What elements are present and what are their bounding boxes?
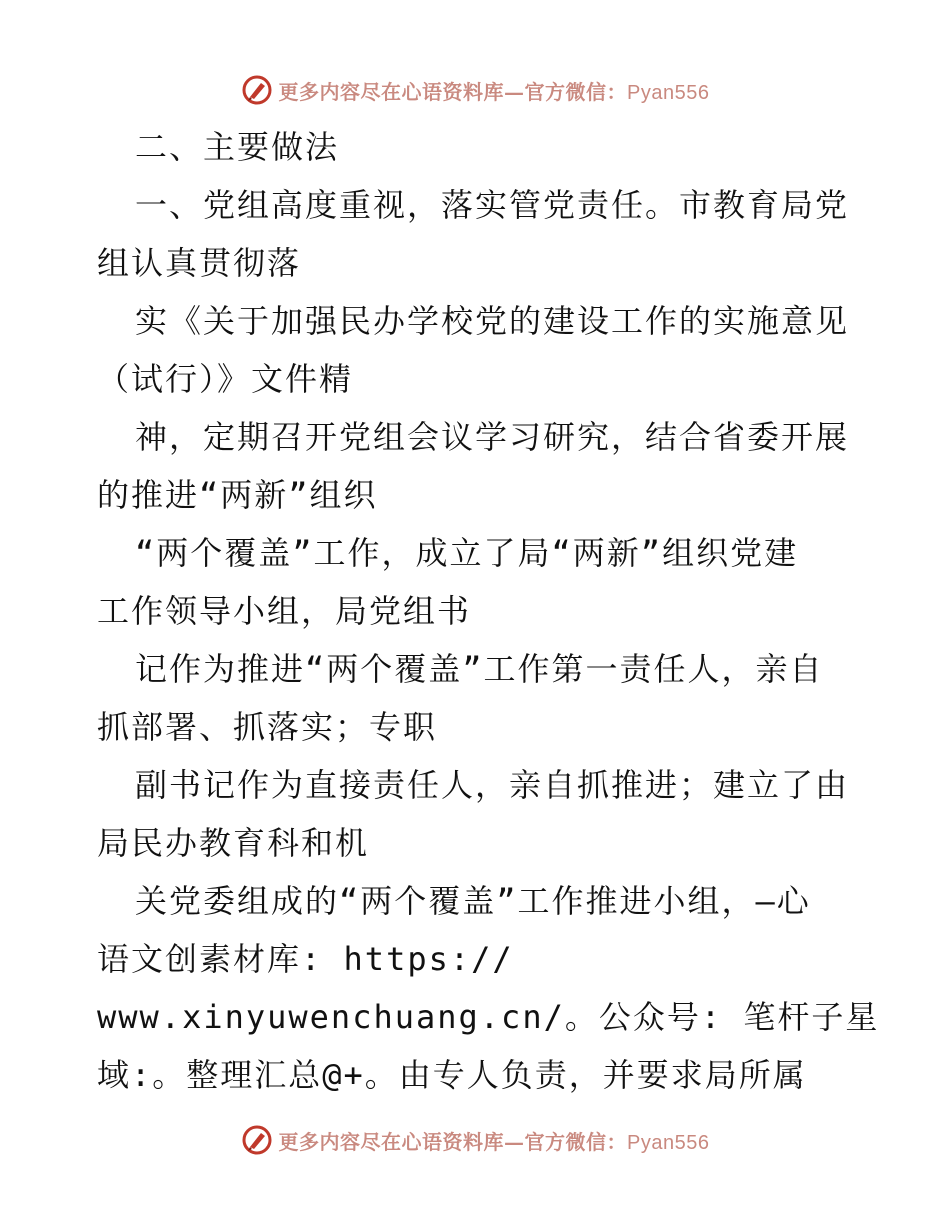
text-line: 关党委组成的“两个覆盖”工作推进小组，—心: [135, 882, 811, 920]
text-line: “两个覆盖”工作，成立了局“两新”组织党建: [135, 534, 799, 572]
pen-circle-logo-icon: [241, 1124, 273, 1156]
text-line: 抓部署、抓落实；专职: [97, 708, 438, 746]
text-line: 二、主要做法: [135, 128, 340, 166]
text-line: （试行）》文件精: [97, 360, 354, 398]
watermark-footer: [0, 1120, 950, 1160]
text-line: 一、党组高度重视，落实管党责任。市教育局党: [135, 186, 850, 224]
text-line: 的推进“两新”组织: [97, 476, 378, 514]
text-line: 局民办教育科和机: [97, 824, 370, 862]
text-line: 工作领导小组，局党组书: [97, 592, 472, 630]
text-line: 副书记作为直接责任人，亲自抓推进；建立了由: [135, 766, 850, 804]
text-line: 组认真贯彻落: [97, 244, 302, 282]
watermark-text: 更多内容尽在心语资料库—官方微信：Pyan556: [278, 1129, 710, 1154]
text-line: 语文创素材库: https://: [97, 940, 514, 978]
watermark-text: 更多内容尽在心语资料库—官方微信：Pyan556: [278, 79, 710, 104]
watermark-header: [0, 70, 950, 110]
text-line: 实《关于加强民办学校党的建设工作的实施意见: [135, 302, 850, 340]
text-line: www.xinyuwenchuang.cn/。公众号: 笔杆子星: [97, 998, 880, 1036]
document-body: [97, 118, 880, 1104]
text-line: 神，定期召开党组会议学习研究，结合省委开展: [135, 418, 850, 456]
pen-circle-logo-icon: [241, 74, 273, 106]
text-line: 记作为推进“两个覆盖”工作第一责任人，亲自: [135, 650, 824, 688]
text-line: 域:。整理汇总@+。由专人负责，并要求局所属: [97, 1056, 807, 1094]
